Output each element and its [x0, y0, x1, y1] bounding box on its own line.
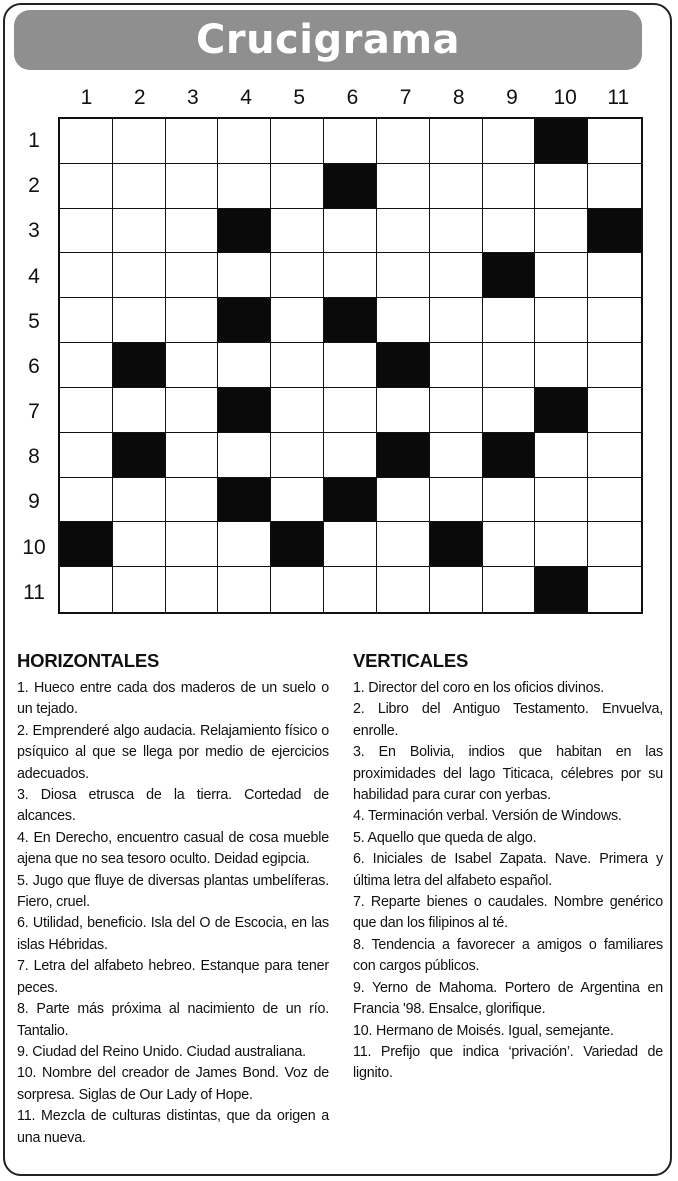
answer-cell[interactable]	[271, 478, 324, 523]
blocked-cell	[218, 209, 271, 254]
clue-item: 7. Letra del alfabeto hebreo. Estanque para tener peces.	[17, 958, 329, 996]
blocked-cell	[113, 343, 166, 388]
blocked-cell	[218, 478, 271, 523]
answer-cell[interactable]	[483, 343, 536, 388]
clue-item: 10. Nombre del creador de James Bond. Voz de sorpresa. Siglas de Our Lady of Hope.	[17, 1065, 329, 1103]
answer-cell[interactable]	[166, 567, 219, 612]
answer-cell[interactable]	[113, 522, 166, 567]
down-clue-list	[353, 678, 663, 1085]
column-number: 2	[133, 86, 146, 109]
answer-cell[interactable]	[218, 119, 271, 164]
answer-cell[interactable]	[271, 388, 324, 433]
column-number: 1	[80, 86, 93, 109]
clue-item: 2. Libro del Antiguo Testamento. Envuelva, enrolle.	[353, 701, 663, 739]
answer-cell[interactable]	[166, 209, 219, 254]
answer-cell[interactable]	[588, 567, 641, 612]
answer-cell[interactable]	[535, 209, 588, 254]
clue-item: 8. Tendencia a favorecer a amigos o familiares con cargos públicos.	[353, 936, 663, 975]
answer-cell[interactable]	[430, 209, 483, 254]
across-clues-section	[17, 650, 329, 1149]
clue-item: 11. Mezcla de culturas distintas, que da origen a una nueva.	[17, 1108, 329, 1146]
answer-cell[interactable]	[535, 164, 588, 209]
answer-cell[interactable]	[535, 433, 588, 478]
row-number: 4	[28, 264, 40, 288]
answer-cell[interactable]	[535, 253, 588, 298]
answer-cell[interactable]	[113, 478, 166, 523]
clue-item: 1. Director del coro en los oficios divinos.	[353, 680, 605, 696]
page-title: Crucigrama	[195, 17, 460, 63]
answer-cell[interactable]	[218, 164, 271, 209]
clue-item: 8. Parte más próxima al nacimiento de un río. Tantalio.	[17, 1001, 329, 1039]
answer-cell[interactable]	[166, 298, 219, 343]
answer-cell[interactable]	[60, 298, 113, 343]
blocked-cell	[218, 298, 271, 343]
row-number: 2	[28, 174, 40, 198]
answer-cell[interactable]	[588, 343, 641, 388]
answer-cell[interactable]	[113, 119, 166, 164]
blocked-cell	[483, 433, 536, 478]
answer-cell[interactable]	[324, 433, 377, 478]
answer-cell[interactable]	[113, 164, 166, 209]
column-number: 3	[187, 86, 199, 109]
answer-cell[interactable]	[377, 164, 430, 209]
answer-cell[interactable]	[483, 478, 536, 523]
answer-cell[interactable]	[483, 567, 536, 612]
clue-item: 6. Iniciales de Isabel Zapata. Nave. Primera y última letra del alfabeto español.	[353, 851, 663, 889]
blocked-cell	[430, 522, 483, 567]
answer-cell[interactable]	[166, 433, 219, 478]
title-banner	[14, 10, 642, 70]
clue-item: 6. Utilidad, beneficio. Isla del O de Escocia, en las islas Hébridas.	[17, 915, 329, 953]
row-number: 1	[28, 129, 40, 152]
row-number: 8	[28, 445, 40, 469]
answer-cell[interactable]	[166, 343, 219, 388]
answer-cell[interactable]	[60, 209, 113, 254]
clue-item: 10. Hermano de Moisés. Igual, semejante.	[353, 1022, 614, 1039]
answer-cell[interactable]	[377, 388, 430, 433]
column-number: 10	[553, 86, 577, 109]
clue-item: 5. Jugo que fluye de diversas plantas umbelíferas. Fiero, cruel.	[17, 872, 329, 911]
clue-item: 3. Diosa etrusca de la tierra. Cortedad de alcances.	[17, 787, 329, 825]
blocked-cell	[377, 433, 430, 478]
across-clue-list	[17, 678, 329, 1149]
answer-cell[interactable]	[324, 388, 377, 433]
answer-cell[interactable]	[324, 567, 377, 612]
blocked-cell	[324, 478, 377, 523]
answer-cell[interactable]	[588, 253, 641, 298]
answer-cell[interactable]	[60, 567, 113, 612]
answer-cell[interactable]	[166, 119, 219, 164]
answer-cell[interactable]	[430, 567, 483, 612]
answer-cell[interactable]	[430, 253, 483, 298]
answer-cell[interactable]	[113, 388, 166, 433]
answer-cell[interactable]	[60, 388, 113, 433]
answer-cell[interactable]	[218, 567, 271, 612]
answer-cell[interactable]	[166, 478, 219, 523]
answer-cell[interactable]	[271, 119, 324, 164]
answer-cell[interactable]	[430, 164, 483, 209]
answer-cell[interactable]	[377, 298, 430, 343]
answer-cell[interactable]	[430, 478, 483, 523]
answer-cell[interactable]	[218, 522, 271, 567]
clue-item: 9. Yerno de Mahoma. Portero de Argentina en Francia '98. Ensalce, glorifique.	[353, 979, 663, 1018]
answer-cell[interactable]	[60, 343, 113, 388]
answer-cell[interactable]	[271, 164, 324, 209]
answer-cell[interactable]	[218, 253, 271, 298]
clue-item: 9. Ciudad del Reino Unido. Ciudad australiana.	[17, 1043, 306, 1060]
row-number: 9	[28, 490, 40, 514]
answer-cell[interactable]	[430, 298, 483, 343]
answer-cell[interactable]	[377, 253, 430, 298]
blocked-cell	[483, 253, 536, 298]
clue-item: 1. Hueco entre cada dos maderos de un suelo o un tejado.	[17, 680, 329, 718]
column-number: 6	[346, 86, 359, 109]
blocked-cell	[535, 388, 588, 433]
answer-cell[interactable]	[483, 209, 536, 254]
answer-cell[interactable]	[166, 253, 219, 298]
answer-cell[interactable]	[166, 522, 219, 567]
down-clues-section	[353, 650, 663, 1085]
column-number: 8	[452, 86, 465, 109]
answer-cell[interactable]	[271, 343, 324, 388]
answer-cell[interactable]	[483, 119, 536, 164]
answer-cell[interactable]	[60, 119, 113, 164]
blocked-cell	[588, 209, 641, 254]
answer-cell[interactable]	[271, 433, 324, 478]
answer-cell[interactable]	[324, 119, 377, 164]
clue-item: 11. Prefijo que indica ‘privación’. Variedad de lignito.	[353, 1043, 663, 1082]
answer-cell[interactable]	[430, 388, 483, 433]
answer-cell[interactable]	[113, 209, 166, 254]
column-number: 9	[506, 86, 518, 109]
answer-cell[interactable]	[324, 209, 377, 254]
answer-cell[interactable]	[430, 343, 483, 388]
column-number: 5	[293, 86, 306, 109]
answer-cell[interactable]	[588, 388, 641, 433]
answer-cell[interactable]	[377, 522, 430, 567]
answer-cell[interactable]	[60, 478, 113, 523]
clue-item: 2. Emprenderé algo audacia. Relajamiento físico o psíquico al que se llega por medio de ejercicios adecuados.	[17, 722, 329, 782]
answer-cell[interactable]	[535, 522, 588, 567]
crossword-grid	[58, 117, 643, 614]
answer-cell[interactable]	[483, 522, 536, 567]
answer-cell[interactable]	[535, 478, 588, 523]
answer-cell[interactable]	[271, 209, 324, 254]
blocked-cell	[377, 343, 430, 388]
answer-cell[interactable]	[113, 253, 166, 298]
answer-cell[interactable]	[324, 522, 377, 567]
answer-cell[interactable]	[483, 164, 536, 209]
across-heading: HORIZONTALES	[17, 650, 160, 671]
answer-cell[interactable]	[535, 343, 588, 388]
answer-cell[interactable]	[588, 298, 641, 343]
column-number: 11	[607, 86, 630, 109]
answer-cell[interactable]	[588, 164, 641, 209]
answer-cell[interactable]	[60, 433, 113, 478]
row-number: 5	[28, 309, 40, 333]
answer-cell[interactable]	[166, 388, 219, 433]
row-number: 10	[22, 535, 46, 559]
clue-item: 4. En Derecho, encuentro casual de cosa mueble ajena que no sea tesoro oculto. Deidad egipcia.	[17, 829, 329, 868]
blocked-cell	[218, 388, 271, 433]
row-number: 7	[28, 400, 40, 424]
answer-cell[interactable]	[324, 343, 377, 388]
answer-cell[interactable]	[377, 209, 430, 254]
answer-cell[interactable]	[588, 522, 641, 567]
blocked-cell	[324, 298, 377, 343]
answer-cell[interactable]	[166, 164, 219, 209]
clue-item: 4. Terminación verbal. Versión de Windows.	[353, 808, 622, 825]
answer-cell[interactable]	[588, 478, 641, 523]
clue-item: 7. Reparte bienes o caudales. Nombre genérico que dan los filipinos al té.	[353, 894, 663, 932]
blocked-cell	[324, 164, 377, 209]
answer-cell[interactable]	[218, 343, 271, 388]
answer-cell[interactable]	[483, 388, 536, 433]
clue-item: 5. Aquello que queda de algo.	[353, 829, 537, 846]
answer-cell[interactable]	[60, 164, 113, 209]
answer-cell[interactable]	[271, 298, 324, 343]
answer-cell[interactable]	[271, 253, 324, 298]
answer-cell[interactable]	[430, 119, 483, 164]
answer-cell[interactable]	[113, 567, 166, 612]
blocked-cell	[60, 522, 113, 567]
answer-cell[interactable]	[377, 567, 430, 612]
clue-item: 3. En Bolivia, indios que habitan en las proximidades del lago Titicaca, célebres por su habilidad para curar con yerbas.	[353, 744, 663, 804]
answer-cell[interactable]	[324, 253, 377, 298]
answer-cell[interactable]	[377, 119, 430, 164]
blocked-cell	[271, 522, 324, 567]
row-number: 11	[23, 580, 45, 604]
column-number: 4	[240, 86, 252, 109]
answer-cell[interactable]	[588, 119, 641, 164]
down-heading: VERTICALES	[353, 650, 469, 671]
answer-cell[interactable]	[535, 298, 588, 343]
row-number: 6	[28, 354, 40, 378]
answer-cell[interactable]	[218, 433, 271, 478]
answer-cell[interactable]	[588, 433, 641, 478]
blocked-cell	[535, 567, 588, 612]
blocked-cell	[113, 433, 166, 478]
blocked-cell	[535, 119, 588, 164]
answer-cell[interactable]	[271, 567, 324, 612]
answer-cell[interactable]	[483, 298, 536, 343]
column-number: 7	[399, 86, 412, 109]
row-number: 3	[28, 219, 40, 243]
answer-cell[interactable]	[430, 433, 483, 478]
answer-cell[interactable]	[377, 478, 430, 523]
answer-cell[interactable]	[113, 298, 166, 343]
answer-cell[interactable]	[60, 253, 113, 298]
